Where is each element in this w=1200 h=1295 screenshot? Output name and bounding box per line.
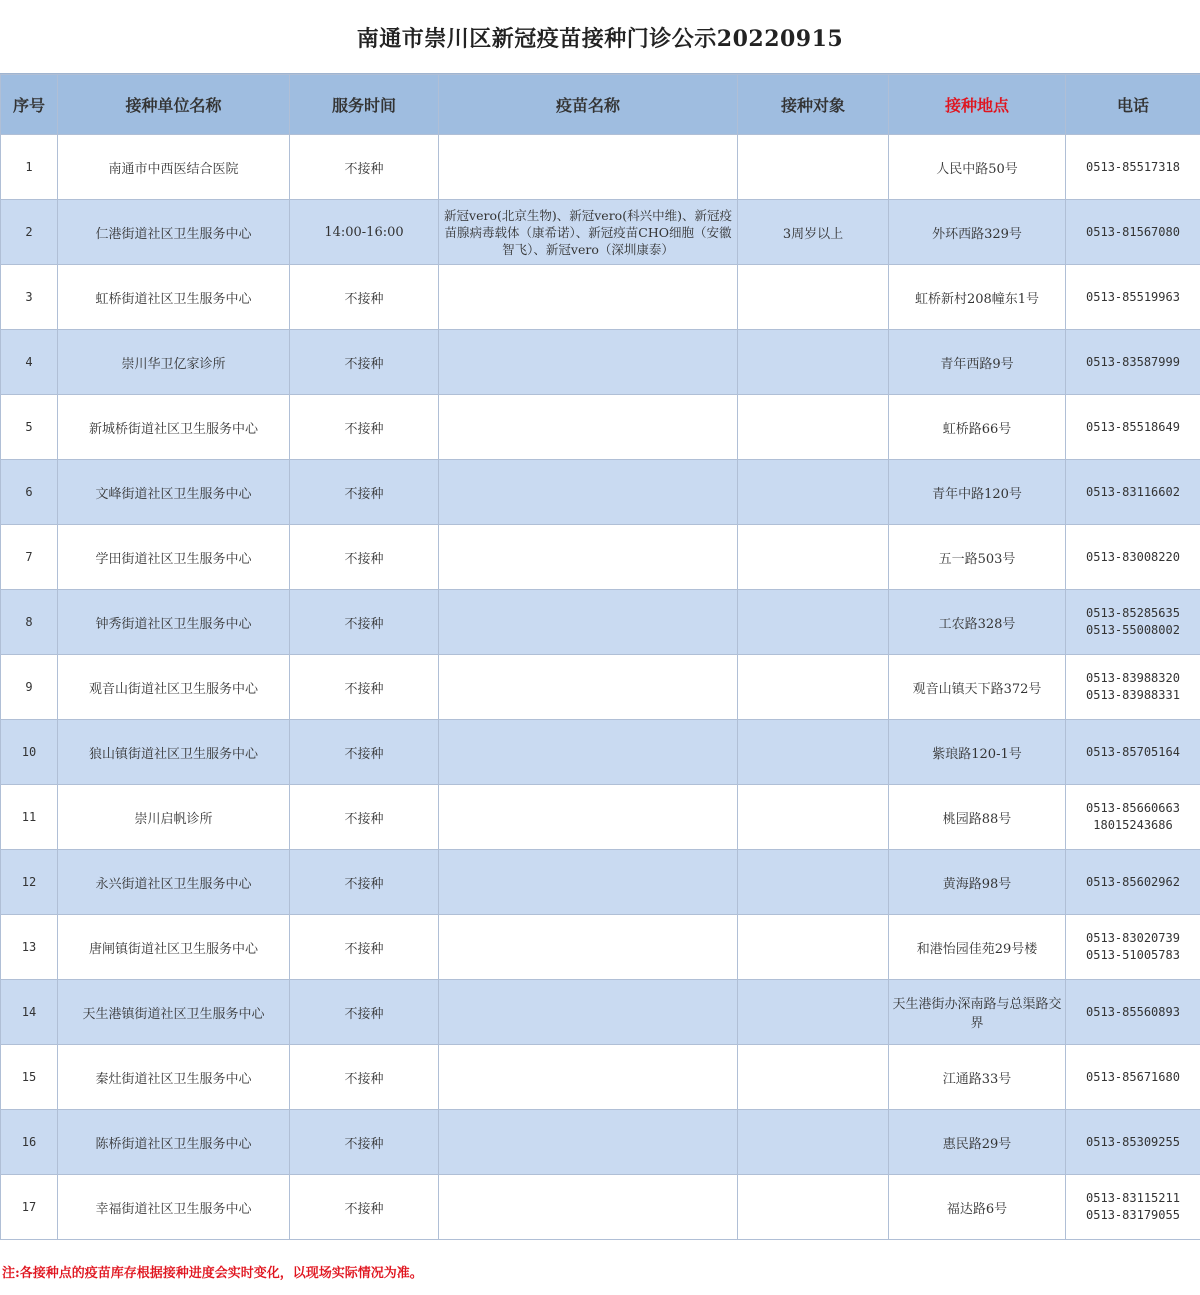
cell-phone [1066, 850, 1200, 915]
header-service-time: 服务时间 [290, 75, 439, 135]
phone-number: 0513-85671680 [1086, 1069, 1180, 1084]
cell-service-time: 不接种 [290, 915, 439, 980]
phone-number: 0513-83179055 [1086, 1208, 1180, 1222]
cell-target-group [738, 265, 889, 330]
cell-target-group [738, 785, 889, 850]
cell-unit-name: 天生港镇街道社区卫生服务中心 [58, 980, 290, 1045]
cell-unit-name: 钟秀街道社区卫生服务中心 [58, 590, 290, 655]
cell-location: 虹桥路66号 [889, 395, 1066, 460]
cell-vaccine-name [439, 1110, 738, 1175]
cell-location: 工农路328号 [889, 590, 1066, 655]
cell-phone [1066, 525, 1200, 590]
cell-index: 8 [1, 590, 58, 655]
phone-number: 0513-83008220 [1086, 549, 1180, 564]
cell-target-group [738, 850, 889, 915]
cell-unit-name: 南通市中西医结合医院 [58, 135, 290, 200]
cell-vaccine-name [439, 915, 738, 980]
cell-service-time: 不接种 [290, 330, 439, 395]
cell-phone [1066, 200, 1200, 265]
cell-target-group [738, 720, 889, 785]
phone-number: 0513-83988320 [1086, 671, 1180, 685]
table-row [1, 525, 1200, 590]
clinic-table [0, 74, 1200, 1240]
phone-number: 0513-51005783 [1086, 948, 1180, 962]
cell-target-group: 3周岁以上 [738, 200, 889, 265]
cell-location: 紫琅路120-1号 [889, 720, 1066, 785]
cell-index: 14 [1, 980, 58, 1045]
phone-number: 0513-83988331 [1086, 688, 1180, 702]
footnote: 注:各接种点的疫苗库存根据接种进度会实时变化，以现场实际情况为准。 [2, 1266, 423, 1281]
table-row [1, 720, 1200, 785]
cell-location: 青年中路120号 [889, 460, 1066, 525]
cell-target-group [738, 330, 889, 395]
cell-location: 黄海路98号 [889, 850, 1066, 915]
cell-target-group [738, 525, 889, 590]
header-phone: 电话 [1066, 75, 1200, 135]
cell-target-group [738, 1175, 889, 1240]
cell-phone [1066, 330, 1200, 395]
cell-target-group [738, 915, 889, 980]
cell-unit-name: 学田街道社区卫生服务中心 [58, 525, 290, 590]
cell-index: 3 [1, 265, 58, 330]
cell-service-time: 不接种 [290, 525, 439, 590]
cell-index: 13 [1, 915, 58, 980]
cell-target-group [738, 980, 889, 1045]
cell-location: 人民中路50号 [889, 135, 1066, 200]
cell-phone [1066, 1175, 1200, 1240]
cell-service-time: 不接种 [290, 1045, 439, 1110]
table-row [1, 200, 1200, 265]
cell-vaccine-name [439, 590, 738, 655]
cell-unit-name: 观音山街道社区卫生服务中心 [58, 655, 290, 720]
table-row [1, 1110, 1200, 1175]
cell-vaccine-name [439, 395, 738, 460]
cell-index: 12 [1, 850, 58, 915]
table-row [1, 785, 1200, 850]
table-row [1, 980, 1200, 1045]
table-header-row [1, 75, 1200, 135]
phone-number: 0513-85602962 [1086, 874, 1180, 889]
cell-unit-name: 秦灶街道社区卫生服务中心 [58, 1045, 290, 1110]
cell-target-group [738, 1045, 889, 1110]
phone-number: 0513-85560893 [1086, 1004, 1180, 1019]
header-vaccine-name: 疫苗名称 [439, 75, 738, 135]
cell-target-group [738, 1110, 889, 1175]
cell-vaccine-name [439, 330, 738, 395]
phone-number: 0513-85517318 [1086, 159, 1180, 174]
cell-vaccine-name [439, 785, 738, 850]
header-unit-name: 接种单位名称 [58, 75, 290, 135]
cell-index: 11 [1, 785, 58, 850]
cell-service-time: 不接种 [290, 655, 439, 720]
cell-vaccine-name [439, 850, 738, 915]
cell-phone [1066, 1045, 1200, 1110]
phone-number: 0513-83115211 [1086, 1191, 1180, 1205]
phone-number: 0513-85518649 [1086, 419, 1180, 434]
cell-location: 江通路33号 [889, 1045, 1066, 1110]
cell-index: 6 [1, 460, 58, 525]
page-title: 南通市崇川区新冠疫苗接种门诊公示20220915 [0, 0, 1200, 74]
cell-phone [1066, 460, 1200, 525]
table-row [1, 395, 1200, 460]
cell-service-time: 不接种 [290, 460, 439, 525]
cell-index: 5 [1, 395, 58, 460]
cell-service-time: 不接种 [290, 590, 439, 655]
cell-vaccine-name [439, 980, 738, 1045]
table-row [1, 655, 1200, 720]
cell-vaccine-name [439, 265, 738, 330]
cell-service-time: 14:00-16:00 [290, 200, 439, 265]
cell-target-group [738, 395, 889, 460]
cell-vaccine-name [439, 135, 738, 200]
cell-unit-name: 文峰街道社区卫生服务中心 [58, 460, 290, 525]
phone-number: 0513-81567080 [1086, 224, 1180, 239]
table-row [1, 135, 1200, 200]
phone-number: 0513-85660663 [1086, 801, 1180, 815]
cell-unit-name: 新城桥街道社区卫生服务中心 [58, 395, 290, 460]
cell-index: 15 [1, 1045, 58, 1110]
phone-number: 0513-85285635 [1086, 606, 1180, 620]
table-row [1, 330, 1200, 395]
table-row [1, 460, 1200, 525]
cell-location: 和港怡园佳苑29号楼 [889, 915, 1066, 980]
cell-service-time: 不接种 [290, 785, 439, 850]
cell-location: 青年西路9号 [889, 330, 1066, 395]
cell-phone [1066, 980, 1200, 1045]
cell-index: 16 [1, 1110, 58, 1175]
table-row [1, 1045, 1200, 1110]
cell-unit-name: 唐闸镇街道社区卫生服务中心 [58, 915, 290, 980]
table-row [1, 915, 1200, 980]
cell-index: 9 [1, 655, 58, 720]
cell-service-time: 不接种 [290, 395, 439, 460]
table-body [1, 135, 1200, 1240]
header-index: 序号 [1, 75, 58, 135]
cell-unit-name: 幸福街道社区卫生服务中心 [58, 1175, 290, 1240]
cell-target-group [738, 460, 889, 525]
cell-phone [1066, 785, 1200, 850]
cell-unit-name: 永兴街道社区卫生服务中心 [58, 850, 290, 915]
cell-unit-name: 狼山镇街道社区卫生服务中心 [58, 720, 290, 785]
phone-number: 0513-85519963 [1086, 289, 1180, 304]
cell-location: 外环西路329号 [889, 200, 1066, 265]
cell-location: 天生港街办深南路与总渠路交界 [889, 980, 1066, 1045]
cell-location: 惠民路29号 [889, 1110, 1066, 1175]
phone-number: 0513-85309255 [1086, 1134, 1180, 1149]
cell-index: 7 [1, 525, 58, 590]
table-row [1, 265, 1200, 330]
phone-number: 0513-83587999 [1086, 354, 1180, 369]
cell-vaccine-name [439, 655, 738, 720]
header-target-group: 接种对象 [738, 75, 889, 135]
cell-vaccine-name [439, 525, 738, 590]
cell-vaccine-name [439, 720, 738, 785]
cell-location: 虹桥新村208幢东1号 [889, 265, 1066, 330]
cell-target-group [738, 655, 889, 720]
cell-phone [1066, 720, 1200, 785]
cell-unit-name: 崇川启帆诊所 [58, 785, 290, 850]
table-row [1, 1175, 1200, 1240]
cell-phone [1066, 1110, 1200, 1175]
cell-target-group [738, 135, 889, 200]
cell-service-time: 不接种 [290, 1175, 439, 1240]
phone-number: 0513-83116602 [1086, 484, 1180, 499]
cell-unit-name: 崇川华卫亿家诊所 [58, 330, 290, 395]
table-row [1, 590, 1200, 655]
phone-number: 0513-83020739 [1086, 931, 1180, 945]
cell-index: 1 [1, 135, 58, 200]
cell-vaccine-name: 新冠vero(北京生物)、新冠vero(科兴中维)、新冠疫苗腺病毒载体（康希诺）、新冠疫苗CHO细胞（安徽智飞）、新冠vero（深圳康泰） [439, 200, 738, 265]
cell-service-time: 不接种 [290, 1110, 439, 1175]
cell-service-time: 不接种 [290, 720, 439, 785]
cell-phone [1066, 395, 1200, 460]
cell-vaccine-name [439, 1175, 738, 1240]
cell-phone [1066, 590, 1200, 655]
table-row [1, 850, 1200, 915]
cell-location: 桃园路88号 [889, 785, 1066, 850]
cell-location: 五一路503号 [889, 525, 1066, 590]
cell-service-time: 不接种 [290, 850, 439, 915]
cell-service-time: 不接种 [290, 265, 439, 330]
cell-phone [1066, 915, 1200, 980]
cell-phone [1066, 265, 1200, 330]
cell-location: 福达路6号 [889, 1175, 1066, 1240]
cell-phone [1066, 135, 1200, 200]
cell-vaccine-name [439, 1045, 738, 1110]
phone-number: 0513-55008002 [1086, 623, 1180, 637]
cell-index: 2 [1, 200, 58, 265]
cell-unit-name: 仁港街道社区卫生服务中心 [58, 200, 290, 265]
cell-index: 17 [1, 1175, 58, 1240]
phone-number: 0513-85705164 [1086, 744, 1180, 759]
cell-index: 10 [1, 720, 58, 785]
cell-phone [1066, 655, 1200, 720]
cell-unit-name: 虹桥街道社区卫生服务中心 [58, 265, 290, 330]
cell-vaccine-name [439, 460, 738, 525]
cell-location: 观音山镇天下路372号 [889, 655, 1066, 720]
cell-service-time: 不接种 [290, 135, 439, 200]
header-location: 接种地点 [889, 75, 1066, 135]
cell-unit-name: 陈桥街道社区卫生服务中心 [58, 1110, 290, 1175]
cell-index: 4 [1, 330, 58, 395]
cell-service-time: 不接种 [290, 980, 439, 1045]
phone-number: 18015243686 [1093, 818, 1173, 832]
cell-target-group [738, 590, 889, 655]
